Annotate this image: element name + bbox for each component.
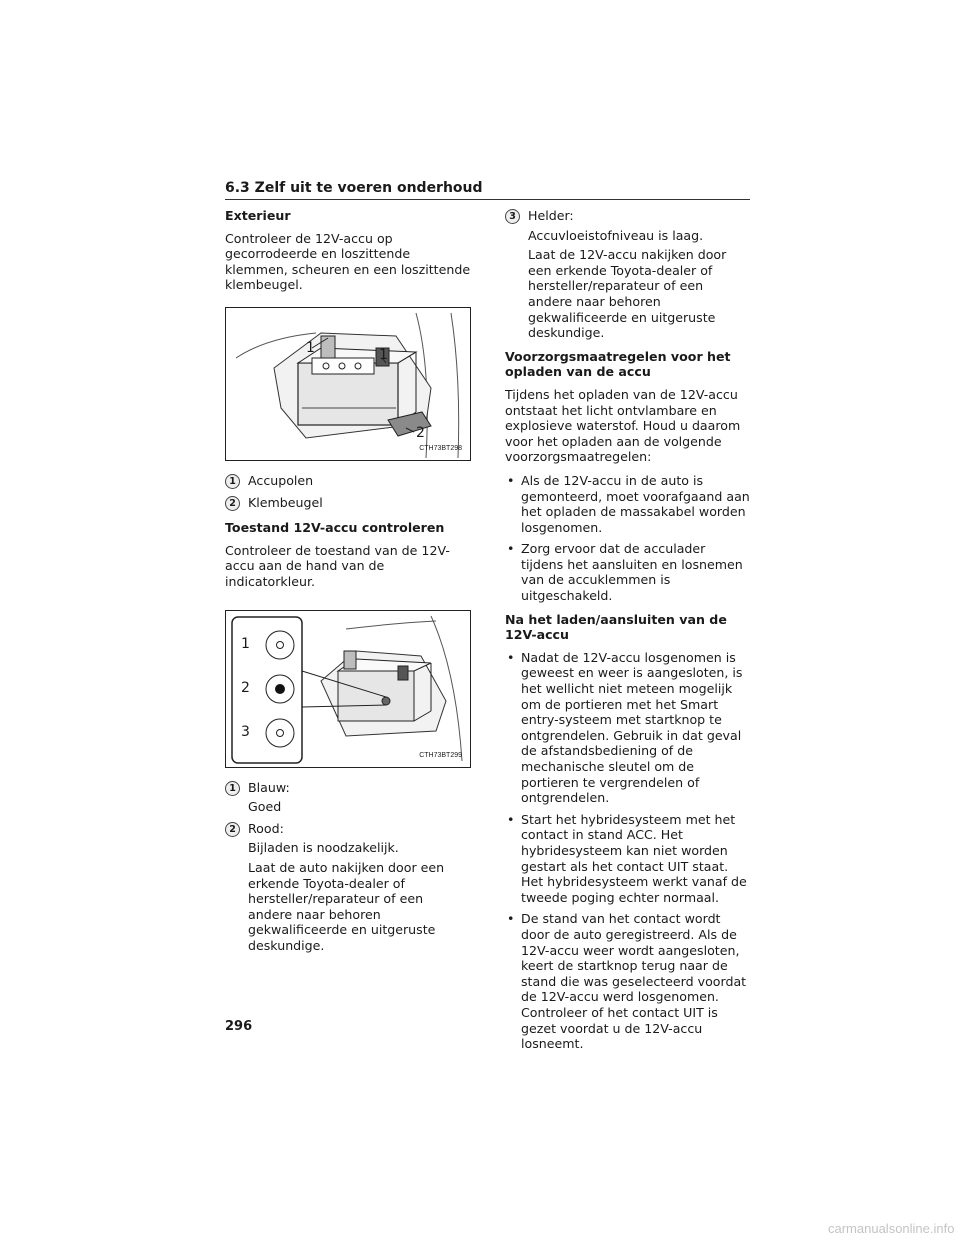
precaution-bullet-1: • Als de 12V-accu in de auto is gemonteerd, moet voorafgaand aan het opladen de massakabel worden losgenomen. bbox=[505, 473, 751, 535]
indicator-number-3: 3 bbox=[241, 723, 250, 740]
color-desc-blue: Goed bbox=[248, 799, 282, 815]
watermark: carmanualsonline.info bbox=[828, 1221, 955, 1236]
figure-code-2: CTH73BT299 bbox=[419, 751, 462, 759]
color-desc-red-1: Bijladen is noodzakelijk. bbox=[248, 840, 399, 856]
color-desc-clear-1: Accuvloeistofniveau is laag. bbox=[528, 227, 704, 243]
section-title: 6.3 Zelf uit te voeren onderhoud bbox=[225, 180, 483, 196]
after-bullet-2: • Start het hybridesysteem met het contact in stand ACC. Het hybridesysteem kan niet worden gestart als het contact UIT staat. Het hybridesysteem werkt vanaf de tweede poging echter normaal. bbox=[505, 812, 751, 906]
color-item-red bbox=[225, 821, 471, 954]
condition-text: Controleer de toestand van de 12V-accu aan de hand van de indicatorkleur. bbox=[225, 542, 450, 589]
legend-label-terminals: Accupolen bbox=[248, 472, 314, 488]
exterior-heading: Exterieur bbox=[225, 208, 291, 223]
color-item-blue bbox=[225, 780, 471, 815]
callout-2: 2 bbox=[416, 424, 425, 441]
number-badge-1: 1 bbox=[225, 474, 240, 489]
after-bullet-3: • De stand van het contact wordt door de auto geregistreerd. Als de 12V-accu weer wordt aangesloten, keert de startknop terug naar de stand die was geselecteerd voordat de 12V-accu werd losgenomen. Controleer of het contact UIT is gezet voordat u de 12V-accu losneemt. bbox=[505, 911, 751, 1051]
callout-1a: 1 bbox=[306, 339, 315, 356]
color-desc-clear-2: Laat de 12V-accu nakijken door een erkende Toyota-dealer of hersteller/reparateur of een andere naar behoren gekwalificeerde en uitgeruste deskundige. bbox=[528, 247, 727, 341]
number-badge-2: 2 bbox=[225, 822, 240, 837]
left-column bbox=[225, 208, 471, 959]
color-label-red: Rood: bbox=[248, 820, 284, 836]
battery-illustration-1 bbox=[226, 308, 470, 460]
section-header bbox=[225, 180, 750, 200]
condition-heading: Toestand 12V-accu controleren bbox=[225, 520, 445, 536]
figure-code-1: CTH73BT298 bbox=[419, 445, 462, 453]
number-badge-3: 3 bbox=[505, 209, 520, 224]
indicator-number-1: 1 bbox=[241, 635, 250, 652]
color-item-clear bbox=[505, 208, 751, 341]
right-column bbox=[505, 208, 751, 1058]
number-badge-1: 1 bbox=[225, 781, 240, 796]
callout-1b: 1 bbox=[379, 346, 388, 363]
color-label-blue: Blauw: bbox=[248, 779, 290, 795]
color-desc-red-2: Laat de auto nakijken door een erkende Toyota-dealer of hersteller/reparateur of een andere naar behoren gekwalificeerde en uitgeruste deskundige. bbox=[248, 859, 445, 953]
after-bullet-1: • Nadat de 12V-accu losgenomen is geweest en weer is aangesloten, is het wellicht niet meteen mogelijk om de portieren met het Smart entry-systeem met startknop te ontgrendelen. Gebruik in dat geval de afstandsbediening of de mechanische sleutel om de portieren te vergrendelen of ontgrendelen. bbox=[505, 650, 751, 806]
precaution-bullet-2: • Zorg ervoor dat de acculader tijdens het aansluiten en losnemen van de accuklemmen is uitgeschakeld. bbox=[505, 541, 751, 603]
legend-item-battery-terminals bbox=[225, 473, 471, 489]
color-label-clear: Helder: bbox=[528, 208, 574, 223]
exterior-text: Controleer de 12V-accu op gecorrodeerde en loszittende klemmen, scheuren en een loszittende klembeugel. bbox=[225, 230, 471, 293]
battery-figure-1 bbox=[225, 307, 471, 461]
after-charging-heading: Na het laden/aansluiten van de 12V-accu bbox=[505, 611, 727, 643]
precautions-heading: Voorzorgsmaatregelen voor het opladen van de accu bbox=[505, 348, 731, 380]
indicator-figure-2 bbox=[225, 610, 471, 768]
legend-item-clamp bbox=[225, 495, 471, 511]
precautions-text: Tijdens het opladen van de 12V-accu ontstaat het licht ontvlambare en explosieve waterstof. Houd u daarom voor het opladen aan de volgende voorzorgsmaatregelen: bbox=[505, 386, 741, 465]
number-badge-2: 2 bbox=[225, 496, 240, 511]
indicator-number-2: 2 bbox=[241, 679, 250, 696]
page-number: 296 bbox=[225, 1019, 253, 1034]
legend-label-clamp: Klembeugel bbox=[248, 494, 323, 510]
indicator-illustration bbox=[226, 611, 470, 767]
